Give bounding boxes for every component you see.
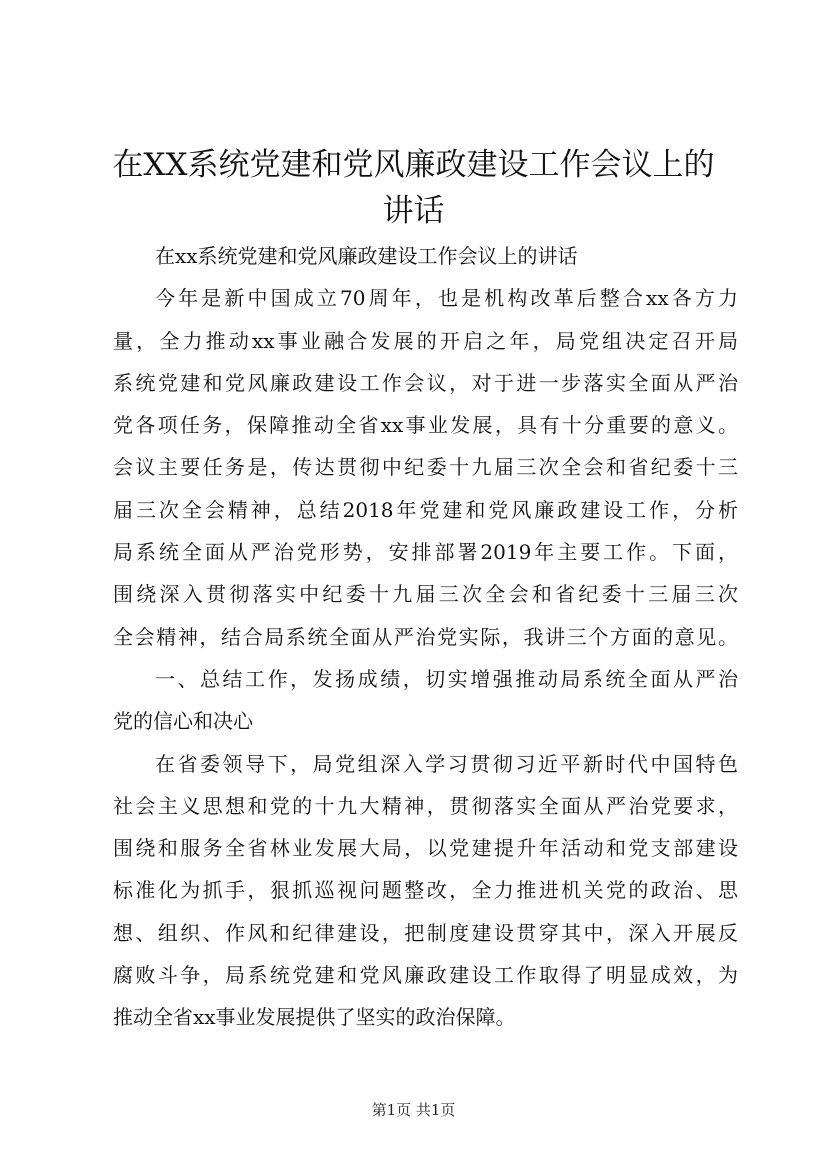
paragraph-line: 今年是新中国成立70周年，也是机构改革后整合xx各方力 (155, 286, 738, 311)
document-title (100, 142, 727, 234)
paragraph-line: 围绕和服务全省林业发展大局，以党建提升年活动和党支部建设 (113, 836, 738, 861)
page-footer: 第1页 共1页 (371, 1101, 456, 1119)
section-heading-line: 一、总结工作，发扬成绩，切实增强推动局系统全面从严治 (155, 666, 738, 691)
paragraph-line: 推动全省xx事业发展提供了坚实的政治保障。 (113, 1005, 516, 1030)
paragraph-line: 围绕深入贯彻落实中纪委十九届三次全会和省纪委十三届三次 (113, 582, 738, 607)
paragraph-line: 会议主要任务是，传达贯彻中纪委十九届三次全会和省纪委十三 (113, 455, 738, 480)
paragraph-line: 社会主义思想和党的十九大精神，贯彻落实全面从严治党要求， (113, 793, 738, 818)
paragraph-line: 系统党建和党风廉政建设工作会议，对于进一步落实全面从严治 (113, 370, 738, 395)
paragraph-line: 届三次全会精神，总结2018年党建和党风廉政建设工作，分析 (113, 497, 738, 522)
paragraph-line: 党各项任务，保障推动全省xx事业发展，具有十分重要的意义。 (113, 413, 738, 438)
paragraph-line: 在省委领导下，局党组深入学习贯彻习近平新时代中国特色 (155, 751, 738, 776)
paragraph-line: 量，全力推动xx事业融合发展的开启之年，局党组决定召开局 (113, 328, 738, 353)
document-body (113, 238, 738, 1042)
paragraph-line: 局系统全面从严治党形势，安排部署2019年主要工作。下面， (113, 540, 738, 565)
subtitle: 在xx系统党建和党风廉政建设工作会议上的讲话 (155, 244, 578, 268)
paragraph-line: 腐败斗争，局系统党建和党风廉政建设工作取得了明显成效，为 (113, 963, 738, 988)
title-line: 在XX系统党建和党风廉政建设工作会议上的 (112, 147, 715, 183)
paragraph-line: 想、组织、作风和纪律建设，把制度建设贯穿其中，深入开展反 (113, 920, 738, 945)
paragraph-line: 标准化为抓手，狠抓巡视问题整改，全力推进机关党的政治、思 (113, 878, 738, 903)
section-heading-line: 党的信心和决心 (113, 709, 253, 734)
paragraph-line: 全会精神，结合局系统全面从严治党实际，我讲三个方面的意见。 (113, 624, 738, 649)
title-line: 讲话 (382, 193, 445, 229)
